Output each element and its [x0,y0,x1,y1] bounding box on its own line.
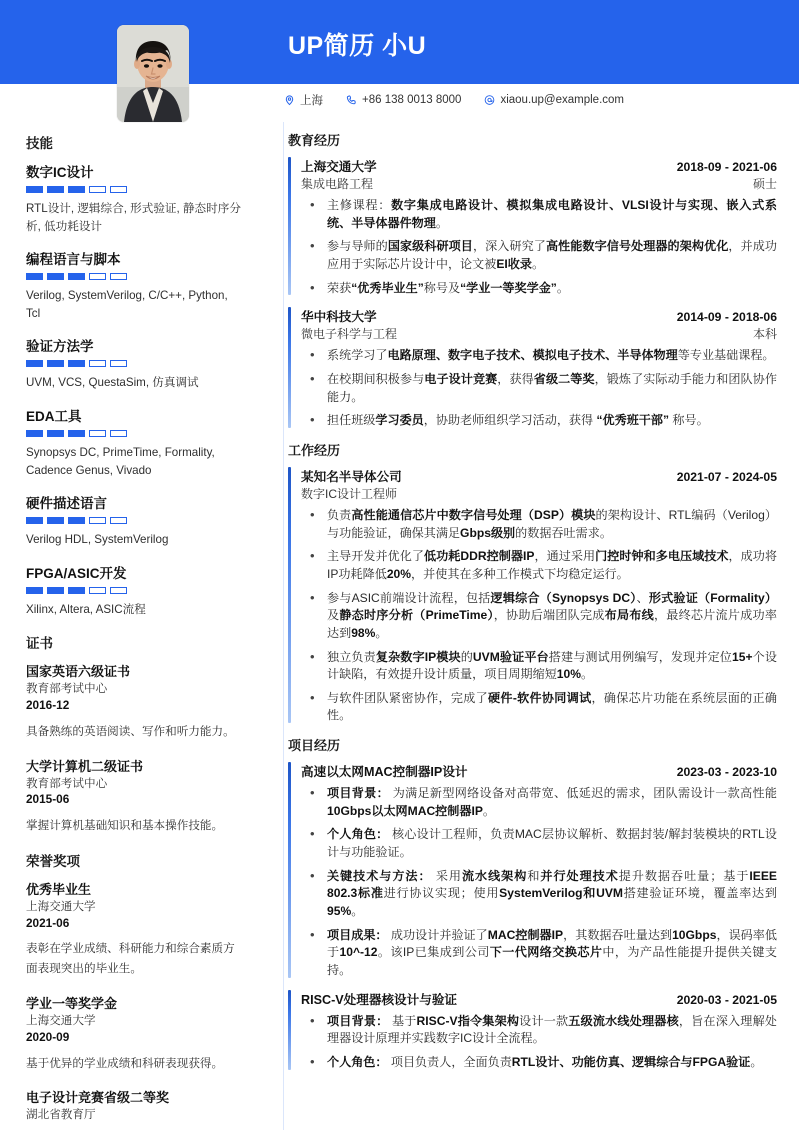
entry-date: 2018-09 - 2021-06 [676,160,777,174]
skill-level-bar [26,430,244,437]
skill-level-bar [26,186,244,193]
column-divider [283,122,284,1130]
skill-level-segment [110,517,127,524]
award-org: 湖北省教育厅 [26,1108,96,1122]
projects-list [288,761,777,1072]
entry-date: 2023-03 - 2023-10 [676,765,777,780]
skill-level-segment [47,186,64,193]
entry-bullets [301,347,777,430]
skill-name: FPGA/ASIC开发 [26,565,127,581]
school-name: 上海交通大学 [301,160,377,174]
bullet-item: • 与软件团队紧密协作，完成了硬件-软件协同调试，确保芯片功能在系统层面的正确性。 [301,690,777,725]
sidebar [0,122,266,1130]
entry-subheader [301,325,777,342]
skill-level-segment [68,186,85,193]
cert-date: 2015-06 [26,792,70,807]
work-title: 工作经历 [288,442,341,458]
section-education [288,130,777,430]
skill-level-segment [89,360,106,367]
cert-description: 具备熟练的英语阅读、写作和听力能力。 [26,724,235,738]
cert-org: 教育部考试中心 [26,682,108,696]
bullet-item: • 参与导师的国家级科研项目，深入研究了高性能数字信号处理器的架构优化，并成功应用于实际芯片设计中，论文被EI收录。 [301,238,777,273]
skill-description: Verilog HDL, SystemVerilog [26,533,169,547]
contact-phone [345,94,461,106]
skill-level-bar [26,517,244,524]
bullet-item: • 在校期间积极参与电子设计竞赛，获得省级二等奖，锻炼了实际动手能力和团队协作能力。 [301,371,777,406]
entry-header [301,989,777,1008]
award-org: 上海交通大学 [26,900,96,914]
bullet-item: • 主修课程：数字集成电路设计、模拟集成电路设计、VLSI设计与实现、嵌入式系统、半导体器件物理。 [301,197,777,232]
skills-list [26,161,244,618]
skill-level-segment [68,517,85,524]
location-icon [283,94,295,106]
entry-header [301,156,777,175]
skill-description: Xilinx, Altera, ASIC流程 [26,602,146,616]
skill-level-segment [47,430,64,437]
contact-email-text: xiaou.up@example.com [500,94,624,106]
skill-level-segment [89,273,106,280]
skill-level-segment [26,360,43,367]
skill-name: 数字IC设计 [26,165,94,180]
skill-level-bar [26,587,244,594]
project-name: 高速以太网MAC控制器IP设计 [301,765,468,780]
entry-bullets [301,1013,777,1072]
skill-level-bar [26,360,244,367]
sidebar-section-certs [26,632,244,836]
company-name: 某知名半导体公司 [301,469,402,484]
main-column [266,122,799,1130]
bullet-item: • 关键技术与方法： 采用流水线架构和并行处理技术提升数据吞吐量；基于IEEE 802.3标准进行协议实现；使用SystemVerilog和UVM搭建验证环境，覆盖率达到95%。 [301,868,777,921]
bullet-item: • 主导开发并优化了低功耗DDR控制器IP，通过采用门控时钟和多电压域技术，成功将IP功耗降低20%，并使其在多种工作模式下均稳定运行。 [301,548,777,583]
skill-name: 验证方法学 [26,339,94,355]
bullet-item: • 个人角色： 核心设计工程师，负责MAC层协议解析、数据封装/解封装模块的RTL设计与功能验证。 [301,826,777,861]
job-title: 数字IC设计工程师 [301,486,398,501]
cert-date: 2016-12 [26,698,70,713]
contact-email [483,94,624,106]
cert-org: 教育部考试中心 [26,776,108,790]
cert-title: 国家英语六级证书 [26,664,131,680]
work-entry [288,466,777,725]
skill-level-bar [26,273,244,280]
skill-level-segment [26,273,43,280]
entry-header [301,306,777,325]
award-description: 表彰在学业成绩、科研能力和综合素质方面表现突出的毕业生。 [26,942,235,976]
education-entry [288,156,777,297]
bullet-item: • 个人角色： 项目负责人，全面负责RTL设计、功能仿真、逻辑综合与FPGA验证。 [301,1054,777,1072]
page-title: UP简历 小U [288,32,427,60]
entry-degree: 本科 [752,327,777,342]
skill-level-segment [47,587,64,594]
project-name: RISC-V处理器核设计与验证 [301,992,458,1007]
project-entry [288,761,777,980]
projects-title: 项目经历 [288,738,341,754]
skill-level-segment [68,273,85,280]
sidebar-awards-title: 荣誉奖项 [26,854,80,870]
entry-header [301,466,777,485]
bullet-item: • 项目背景： 为满足新型网络设备对高带宽、低延迟的需求，团队需设计一款高性能10Gbps以太网MAC控制器IP。 [301,785,777,820]
skill-description: Verilog, SystemVerilog, C/C++, Python, Tcl [26,289,228,320]
skill-description: RTL设计, 逻辑综合, 形式验证, 静态时序分析, 低功耗设计 [26,202,241,233]
sidebar-certs-title: 证书 [26,636,53,652]
skill-description: Synopsys DC, PrimeTime, Formality, Cadence Genus, Vivado [26,446,215,477]
skill-level-segment [26,517,43,524]
entry-date: 2014-09 - 2018-06 [676,310,777,325]
skill-level-segment [26,186,43,193]
contact-phone-text: +86 138 0013 8000 [362,94,462,106]
awards-list [26,879,244,1123]
contact-list [283,92,624,108]
award-date: 2020-09 [26,1029,70,1044]
school-name: 华中科技大学 [301,310,377,325]
resume-body [0,122,799,1130]
bullet-item: • 担任班级学习委员，协助老师组织学习活动，获得 “优秀班干部” 称号。 [301,412,777,430]
skill-level-segment [89,186,106,193]
skill-level-segment [110,587,127,594]
cert-description: 掌握计算机基础知识和基本操作技能。 [26,819,224,833]
entry-header [301,761,777,780]
award-date: 2021-06 [26,915,70,930]
award-title: 学业一等奖学金 [26,996,118,1012]
skill-level-segment [89,430,106,437]
entry-bullets [301,785,777,980]
major-name: 微电子科学与工程 [301,327,398,342]
award-org: 上海交通大学 [26,1014,96,1028]
cert-title: 大学计算机二级证书 [26,758,144,774]
work-list [288,466,777,725]
sidebar-section-skills [26,132,244,618]
entry-bullets [301,507,777,725]
education-title: 教育经历 [288,133,341,148]
skill-level-segment [110,360,127,367]
skill-level-segment [68,360,85,367]
skill-level-segment [68,587,85,594]
sidebar-section-awards [26,850,244,1123]
education-list [288,156,777,430]
award-title: 优秀毕业生 [26,882,92,898]
skill-name: 编程语言与脚本 [26,252,121,268]
bullet-item: • 独立负责复杂数字IP模块的UVM验证平台搭建与测试用例编写，发现并定位15+个设计缺陷，有效提升设计质量，项目周期缩短10%。 [301,649,777,684]
entry-degree: 硕士 [752,177,777,191]
skill-level-segment [26,430,43,437]
entry-date: 2020-03 - 2021-05 [676,992,777,1007]
entry-subheader [301,175,777,192]
skill-level-segment [110,186,127,193]
education-entry [288,306,777,430]
project-entry [288,989,777,1072]
skill-level-segment [89,587,106,594]
email-icon [483,94,495,106]
bullet-item: • 负责高性能通信芯片中数字信号处理（DSP）模块的架构设计、RTL编码（Verilog）与功能验证，确保其满足Gbps级别的数据吞吐需求。 [301,507,777,542]
entry-subheader [301,485,777,502]
bullet-item: • 系统学习了电路原理、数字电子技术、模拟电子技术、半导体物理等专业基础课程。 [301,347,777,365]
skill-level-segment [47,273,64,280]
entry-date: 2021-07 - 2024-05 [676,469,777,484]
skill-level-segment [110,430,127,437]
sidebar-skills-title: 技能 [26,136,53,151]
phone-icon [345,94,357,106]
major-name: 集成电路工程 [301,177,374,191]
skill-level-segment [47,360,64,367]
entry-bullets [301,197,777,297]
bullet-item: • 参与ASIC前端设计流程，包括逻辑综合（Synopsys DC）、形式验证（Formality）及静态时序分析（PrimeTime），协助后端团队完成布局布线，最终芯片流片成功率达到98%。 [301,590,777,643]
award-title: 电子设计竞赛省级二等奖 [26,1090,170,1106]
bullet-item: • 项目背景： 基于RISC-V指令集架构设计一款五级流水线处理器核，旨在深入理解处理器设计原理并实践数字IC设计全流程。 [301,1013,777,1048]
skill-level-segment [110,273,127,280]
contact-location [283,92,323,108]
skill-level-segment [68,430,85,437]
avatar [117,25,189,122]
skill-level-segment [89,517,106,524]
certs-list [26,661,244,836]
bullet-item: • 项目成果： 成功设计并验证了MAC控制器IP，其数据吞吐量达到10Gbps，误码率低于10^-12。该IP已集成到公司下一代网络交换芯片中，为产品性能提升提供关键支持。 [301,927,777,980]
skill-description: UVM, VCS, QuestaSim, 仿真调试 [26,376,199,390]
skill-name: EDA工具 [26,409,82,425]
skill-level-segment [26,587,43,594]
award-description: 基于优异的学业成绩和科研表现获得。 [26,1056,224,1070]
section-projects [288,735,777,1072]
contact-location-text: 上海 [300,95,323,107]
skill-name: 硬件描述语言 [26,496,107,512]
section-work [288,440,777,725]
skill-level-segment [47,517,64,524]
bullet-item: • 荣获“优秀毕业生”称号及“学业一等奖学金”。 [301,280,777,298]
